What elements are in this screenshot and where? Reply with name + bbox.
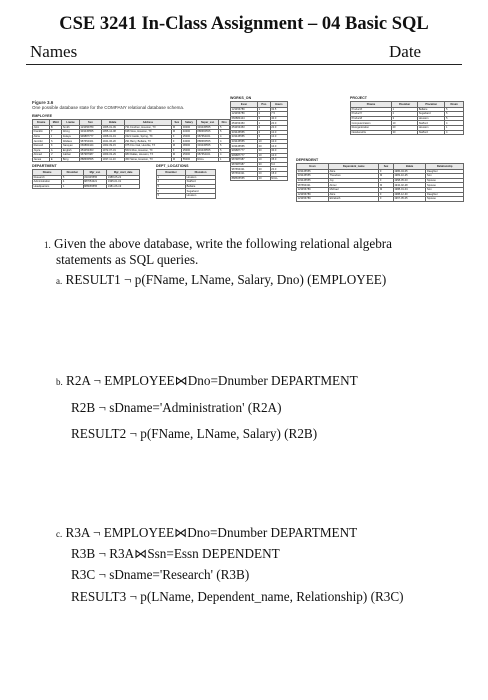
project-cell: Reorganization	[351, 125, 392, 130]
employee-cell: 5	[219, 148, 230, 153]
works_on-cell: 30	[258, 167, 271, 172]
works_on-cell: 2	[258, 125, 271, 130]
employee-column-header: Super_ssn	[196, 120, 219, 126]
department-cell: 4	[62, 180, 83, 185]
dept_locations-cell: Houston	[186, 175, 216, 180]
dependent-cell: Spouse	[426, 197, 464, 202]
employee-cell: 4	[219, 134, 230, 139]
dependent-cell: M	[379, 174, 393, 179]
dependent-cell: F	[379, 197, 393, 202]
question-b-line-3: RESULT2 ¬ p(FName, LName, Salary) (R2B)	[71, 426, 318, 441]
dependent-cell: Spouse	[426, 178, 464, 183]
employee-cell: Wallace	[62, 139, 80, 144]
employee-cell: Ramesh	[33, 143, 50, 148]
question-c-label: c.	[56, 529, 63, 539]
dependent-cell: F	[379, 169, 393, 174]
dept_locations-cell: Houston	[186, 193, 216, 198]
project-table-title: PROJECT	[350, 96, 367, 100]
dept_locations-cell: 5	[157, 193, 186, 198]
header-rule	[26, 64, 462, 65]
employee-cell: 25000	[182, 153, 197, 158]
project-cell: Newbenefits	[351, 130, 392, 135]
works_on-cell: 32.5	[270, 107, 287, 112]
employee-cell: 731 Fondren, Houston, TX	[124, 125, 172, 130]
dependent-cell: Elizabeth	[329, 197, 379, 202]
employee-cell: Franklin	[33, 130, 50, 135]
employee-cell: Smith	[62, 125, 80, 130]
dependent-cell: 1942-02-28	[393, 183, 426, 188]
project-cell: Bellaire	[418, 107, 445, 112]
project-cell: Stafford	[418, 130, 445, 135]
dependent-cell: Son	[426, 174, 464, 179]
works_on-cell: 3	[258, 135, 271, 140]
employee-cell: 4	[219, 139, 230, 144]
project-table	[350, 101, 464, 135]
dependent-cell: 123456789	[297, 192, 329, 197]
dependent-row	[297, 197, 464, 202]
works_on-cell: 10.0	[270, 139, 287, 144]
employee-cell: 1962-09-15	[101, 143, 124, 148]
employee-cell: M	[172, 125, 182, 130]
employee-cell: 888665555	[196, 139, 219, 144]
works_on-cell: 20.0	[270, 121, 287, 126]
project-cell: Houston	[418, 125, 445, 130]
dependent-cell: F	[379, 192, 393, 197]
employee-cell: J	[50, 134, 62, 139]
employee-cell: 5	[219, 130, 230, 135]
works_on-cell: 333445555	[231, 135, 258, 140]
works_on-cell: 2	[258, 112, 271, 117]
dependent-cell: M	[379, 187, 393, 192]
employee-cell: 987654321	[196, 134, 219, 139]
project-cell: 20	[392, 125, 418, 130]
question-1-number: 1.	[44, 240, 51, 250]
question-a-label: a.	[56, 276, 63, 286]
employee-cell: 5	[219, 125, 230, 130]
works_on-cell: 5.0	[270, 162, 287, 167]
works-on-table-title: WORKS_ON	[230, 96, 252, 100]
department-cell: 333445555	[83, 175, 107, 180]
project-cell: 5	[445, 112, 464, 117]
question-1-line-1	[44, 236, 392, 253]
employee-row	[33, 157, 230, 162]
employee-cell: B	[50, 125, 62, 130]
dependent-cell: Michael	[329, 187, 379, 192]
department-table	[32, 169, 140, 189]
dependent-cell: 333445555	[297, 174, 329, 179]
department-cell: 1988-05-22	[107, 175, 140, 180]
dependent-column-header: Sex	[379, 164, 393, 170]
dependent-cell: Joy	[329, 178, 379, 183]
dependent-cell: 1988-12-30	[393, 192, 426, 197]
employee-cell: M	[172, 153, 182, 158]
dept_locations-column-header: Dnumber	[157, 170, 186, 176]
works_on-row	[231, 176, 288, 181]
employee-cell: 453453453	[79, 148, 101, 153]
works_on-cell: 10	[258, 153, 271, 158]
question-c-line-3: R3C ¬ sDname='Research' (R3B)	[71, 567, 250, 582]
employee-column-header: Lname	[62, 120, 80, 126]
figure-caption	[32, 100, 184, 110]
names-label: Names	[30, 42, 78, 61]
question-c-expression-1: R3A ¬ EMPLOYEE⋈Dno=Dnumber DEPARTMENT	[65, 525, 358, 540]
employee-column-header: Bdate	[101, 120, 124, 126]
project-cell: 4	[445, 121, 464, 126]
employee-column-header: Sex	[172, 120, 182, 126]
department-column-header: Mgr_start_date	[107, 170, 140, 176]
dependent-cell: Alice	[329, 192, 379, 197]
works_on-cell: 999887777	[231, 153, 258, 158]
employee-cell: English	[62, 148, 80, 153]
employee-cell: F	[172, 134, 182, 139]
employee-cell: S	[50, 139, 62, 144]
works_on-cell: 888665555	[231, 176, 258, 181]
works_on-cell: 333445555	[231, 139, 258, 144]
works_on-cell: 20	[258, 176, 271, 181]
works_on-column-header: Pno	[258, 102, 271, 108]
department-cell: 1995-01-01	[107, 180, 140, 185]
question-b-line-1	[56, 373, 358, 390]
works_on-cell: 2	[258, 130, 271, 135]
works_on-cell: 40.0	[270, 116, 287, 121]
project-cell: 5	[445, 107, 464, 112]
dependent-column-header: Dependent_name	[329, 164, 379, 170]
department-column-header: Dnumber	[62, 170, 83, 176]
works_on-cell: 999887777	[231, 148, 258, 153]
dept_locations-cell: 1	[157, 175, 186, 180]
works_on-cell: 123456789	[231, 112, 258, 117]
department-cell: Headquarters	[33, 184, 62, 189]
employee-cell: 4	[219, 153, 230, 158]
employee-cell: 1	[219, 157, 230, 162]
employee-table-title: EMPLOYEE	[32, 114, 52, 118]
employee-cell: 55000	[182, 157, 197, 162]
employee-cell: V	[50, 153, 62, 158]
dept-locations-table-title: DEPT_LOCATIONS	[156, 164, 189, 168]
works_on-cell: 987987987	[231, 158, 258, 163]
works_on-cell: 20	[258, 171, 271, 176]
works_on-cell: 987987987	[231, 162, 258, 167]
question-b-line-2: R2B ¬ sDname='Administration' (R2A)	[71, 400, 282, 415]
employee-cell: 40000	[182, 130, 197, 135]
employee-cell: M	[172, 157, 182, 162]
employee-cell: 1937-11-10	[101, 157, 124, 162]
works_on-cell: 20.0	[270, 167, 287, 172]
employee-cell: Alicia	[33, 134, 50, 139]
employee-cell: 1972-07-31	[101, 148, 124, 153]
employee-cell: 333445555	[79, 130, 101, 135]
employee-cell: 333445555	[196, 143, 219, 148]
employee-cell: 980 Dallas, Houston, TX	[124, 153, 172, 158]
works_on-cell: 30.0	[270, 148, 287, 153]
employee-cell: 987987987	[79, 153, 101, 158]
dependent-cell: 1958-05-03	[393, 178, 426, 183]
project-cell: 1	[392, 107, 418, 112]
works_on-cell: 453453453	[231, 125, 258, 130]
dept_locations-cell: 5	[157, 184, 186, 189]
dependent-cell: Daughter	[426, 169, 464, 174]
works_on-column-header: Essn	[231, 102, 258, 108]
employee-cell: 1955-12-08	[101, 130, 124, 135]
employee-cell: 638 Voss, Houston, TX	[124, 130, 172, 135]
works_on-cell: 10.0	[270, 144, 287, 149]
works_on-cell: 30	[258, 162, 271, 167]
works_on-cell: 30	[258, 148, 271, 153]
employee-cell: F	[172, 139, 182, 144]
employee-cell: E	[50, 157, 62, 162]
employee-cell: Jennifer	[33, 139, 50, 144]
works_on-cell: 333445555	[231, 144, 258, 149]
employee-cell: A	[50, 148, 62, 153]
project-column-header: Pnumber	[392, 102, 418, 108]
employee-cell: T	[50, 130, 62, 135]
employee-column-header: Ssn	[79, 120, 101, 126]
dependent-cell: 333445555	[297, 178, 329, 183]
question-c-line-2: R3B ¬ R3A⋈Ssn=Essn DEPENDENT	[71, 546, 280, 561]
works_on-cell: 7.5	[270, 112, 287, 117]
employee-cell: 291 Berry, Bellaire, TX	[124, 139, 172, 144]
dependent-cell: Daughter	[426, 192, 464, 197]
works_on-cell: 123456789	[231, 107, 258, 112]
employee-cell: 5	[219, 143, 230, 148]
department-cell: 987654321	[83, 180, 107, 185]
employee-cell: M	[172, 143, 182, 148]
date-label: Date	[389, 42, 422, 61]
employee-cell: 888665555	[79, 157, 101, 162]
project-row	[351, 130, 464, 135]
dependent-cell: M	[379, 183, 393, 188]
dependent-cell: 123456789	[297, 187, 329, 192]
employee-cell: 987654321	[79, 139, 101, 144]
employee-cell: F	[172, 148, 182, 153]
dependent-cell: F	[379, 178, 393, 183]
dept_locations-row	[157, 193, 216, 198]
works_on-cell: 453453453	[231, 121, 258, 126]
employee-cell: 333445555	[196, 125, 219, 130]
employee-cell: 30000	[182, 125, 197, 130]
employee-column-header: Dno	[219, 120, 230, 126]
project-cell: Stafford	[418, 121, 445, 126]
employee-cell: James	[33, 157, 50, 162]
employee-cell: Joyce	[33, 148, 50, 153]
employee-cell: 1941-06-20	[101, 139, 124, 144]
works_on-cell: 3	[258, 116, 271, 121]
company-database-figure	[32, 96, 464, 222]
department-row	[33, 184, 140, 189]
works_on-cell: 10.0	[270, 153, 287, 158]
works_on-cell: NULL	[270, 176, 287, 181]
employee-cell: 1968-01-19	[101, 134, 124, 139]
employee-cell: 3321 Castle, Spring, TX	[124, 134, 172, 139]
question-b-expression-1: R2A ¬ EMPLOYEE⋈Dno=Dnumber DEPARTMENT	[66, 373, 358, 388]
department-cell: Administration	[33, 180, 62, 185]
dept-locations-table	[156, 169, 216, 199]
dependent-cell: Spouse	[426, 183, 464, 188]
works_on-cell: 1	[258, 107, 271, 112]
dept_locations-column-header: Dlocation	[186, 170, 216, 176]
dependent-table	[296, 163, 464, 202]
project-cell: 30	[392, 130, 418, 135]
employee-column-header: Fname	[33, 120, 50, 126]
department-cell: 888665555	[83, 184, 107, 189]
project-column-header: Plocation	[418, 102, 445, 108]
dependent-column-header: Essn	[297, 164, 329, 170]
employee-cell: M	[172, 130, 182, 135]
employee-cell: Jabbar	[62, 153, 80, 158]
employee-cell: NULL	[196, 157, 219, 162]
dept_locations-cell: Sugarland	[186, 189, 216, 194]
employee-cell: 1969-03-29	[101, 153, 124, 158]
dependent-cell: 1986-04-05	[393, 169, 426, 174]
employee-cell: 43000	[182, 139, 197, 144]
works_on-column-header: Hours	[270, 102, 287, 108]
works_on-cell: 10.0	[270, 135, 287, 140]
project-column-header: Pname	[351, 102, 392, 108]
employee-cell: Zelaya	[62, 134, 80, 139]
question-c-line-4: RESULT3 ¬ p(LName, Dependent_name, Relationship) (R3C)	[71, 589, 404, 604]
employee-column-header: Minit	[50, 120, 62, 126]
employee-cell: John	[33, 125, 50, 130]
dept_locations-cell: 4	[157, 180, 186, 185]
works_on-cell: 333445555	[231, 130, 258, 135]
dependent-cell: 987654321	[297, 183, 329, 188]
employee-cell: 1965-01-09	[101, 125, 124, 130]
project-cell: ProductY	[351, 112, 392, 117]
employee-cell: 975 Fire Oak, Humble, TX	[124, 143, 172, 148]
employee-cell: 5631 Rice, Houston, TX	[124, 148, 172, 153]
employee-column-header: Salary	[182, 120, 197, 126]
project-cell: 10	[392, 121, 418, 126]
department-table-title: DEPARTMENT	[32, 164, 57, 168]
employee-cell: 25000	[182, 134, 197, 139]
project-cell: Houston	[418, 116, 445, 121]
employee-cell: Wong	[62, 130, 80, 135]
employee-cell: 123456789	[79, 125, 101, 130]
department-cell: Research	[33, 175, 62, 180]
works_on-cell: 10	[258, 139, 271, 144]
dependent-cell: 1967-05-05	[393, 197, 426, 202]
dependent-cell: Son	[426, 187, 464, 192]
question-a-expression: RESULT1 ¬ p(FName, LName, Salary, Dno) (EMPLOYEE)	[65, 272, 387, 287]
dependent-cell: Alice	[329, 169, 379, 174]
employee-column-header: Address	[124, 120, 172, 126]
works_on-cell: 20	[258, 144, 271, 149]
project-cell: 2	[392, 112, 418, 117]
dependent-cell: 123456789	[297, 197, 329, 202]
figure-description: One possible database state for the COMPANY relational database schema.	[32, 105, 185, 110]
project-cell: 4	[445, 130, 464, 135]
question-b-label: b.	[56, 377, 63, 387]
dependent-column-header: Relationship	[426, 164, 464, 170]
employee-cell: Ahmad	[33, 153, 50, 158]
works_on-cell: 987654321	[231, 167, 258, 172]
employee-cell: 333445555	[196, 148, 219, 153]
project-cell: 3	[392, 116, 418, 121]
assignment-title: CSE 3241 In-Class Assignment – 04 Basic SQL	[59, 14, 429, 34]
project-column-header: Dnum	[445, 102, 464, 108]
employee-cell: Borg	[62, 157, 80, 162]
question-1-text-1: Given the above database, write the following relational algebra	[54, 236, 393, 251]
project-cell: ProductZ	[351, 116, 392, 121]
works_on-cell: 20.0	[270, 125, 287, 130]
employee-cell: 666884444	[79, 143, 101, 148]
project-cell: 5	[445, 116, 464, 121]
question-1-line-2: statements as SQL queries.	[56, 252, 199, 267]
employee-cell: 987654321	[196, 153, 219, 158]
question-c-line-1	[56, 525, 357, 542]
dependent-cell: 333445555	[297, 169, 329, 174]
dependent-cell: 1988-01-04	[393, 187, 426, 192]
works_on-cell: 10.0	[270, 130, 287, 135]
department-column-header: Mgr_ssn	[83, 170, 107, 176]
project-cell: Computerization	[351, 121, 392, 126]
figure-number: Figure 3.6	[32, 100, 54, 105]
department-cell: 1981-06-19	[107, 184, 140, 189]
employee-table	[32, 119, 230, 162]
works_on-cell: 10	[258, 158, 271, 163]
dependent-table-title: DEPENDENT	[296, 158, 319, 162]
department-column-header: Dname	[33, 170, 62, 176]
dependent-cell: 1983-10-25	[393, 174, 426, 179]
employee-cell: 888665555	[196, 130, 219, 135]
project-cell: ProductX	[351, 107, 392, 112]
department-cell: 5	[62, 175, 83, 180]
employee-cell: 25000	[182, 148, 197, 153]
project-cell: Sugarland	[418, 112, 445, 117]
employee-cell: 999887777	[79, 134, 101, 139]
employee-cell: 450 Stone, Houston, TX	[124, 157, 172, 162]
dependent-column-header: Bdate	[393, 164, 426, 170]
employee-cell: Narayan	[62, 143, 80, 148]
dept_locations-cell: 5	[157, 189, 186, 194]
works_on-cell: 666884444	[231, 116, 258, 121]
employee-cell: 38000	[182, 143, 197, 148]
works-on-table	[230, 101, 288, 181]
works_on-cell: 15.0	[270, 171, 287, 176]
employee-cell: K	[50, 143, 62, 148]
dept_locations-cell: Bellaire	[186, 184, 216, 189]
works_on-cell: 1	[258, 121, 271, 126]
dependent-cell: Theodore	[329, 174, 379, 179]
dependent-cell: Abner	[329, 183, 379, 188]
works_on-cell: 987654321	[231, 171, 258, 176]
dept_locations-cell: Stafford	[186, 180, 216, 185]
project-cell: 1	[445, 125, 464, 130]
works_on-cell: 35.0	[270, 158, 287, 163]
question-a	[56, 272, 386, 289]
department-cell: 1	[62, 184, 83, 189]
